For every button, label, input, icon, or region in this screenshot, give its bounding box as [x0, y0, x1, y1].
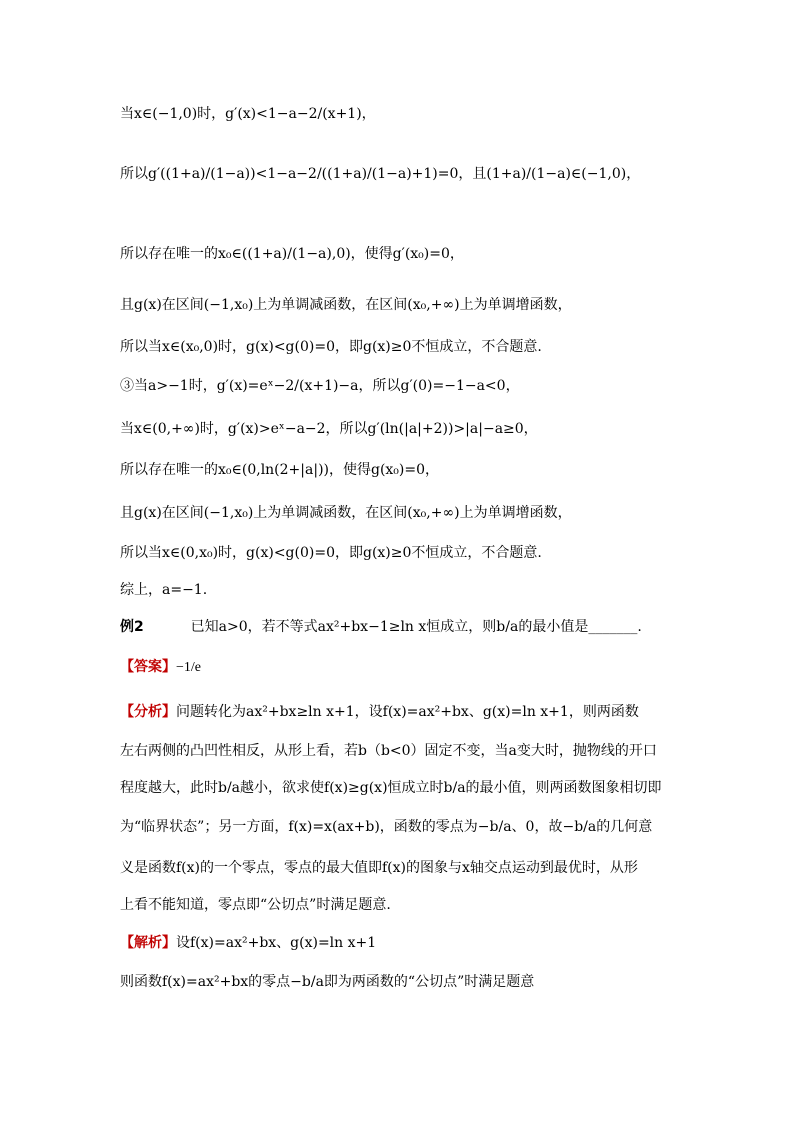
proof-line: 当x∈(0,+∞)时，g′(x)>eˣ−a−2，所以g′(ln(|a|+2))>|a|−a≥0， — [120, 421, 538, 437]
conclusion-line: 综上，a=−1. — [120, 582, 208, 598]
proof-line: 所以当x∈(x₀,0)时，g(x)<g(0)=0，即g(x)≥0不恒成立，不合题意. — [120, 339, 542, 355]
proof-line: 所以存在唯一的x₀∈(0,ln(2+|a|))，使得g(x₀)=0， — [120, 462, 440, 478]
analysis-text: 问题转化为ax²+bx≥ln x+1，设f(x)=ax²+bx、g(x)=ln x+1，则两函数 — [176, 704, 639, 720]
analysis-line: 程度越大，此时b/a越小，欲求使f(x)≥g(x)恒成立时b/a的最小值，则两函数图象相切即 — [120, 780, 662, 796]
solution-label: 【解析】 — [120, 935, 176, 951]
proof-line: 所以g′((1+a)/(1−a))<1−a−2/((1+a)/(1−a)+1)=0，且(1+a)/(1−a)∈(−1,0)， — [120, 166, 641, 182]
analysis-label: 【分析】 — [120, 704, 176, 720]
analysis-line: 上看不能知道，零点即“公切点”时满足题意. — [120, 897, 391, 913]
analysis-line: 义是函数f(x)的一个零点，零点的最大值即f(x)的图象与x轴交点运动到最优时，从形 — [120, 860, 638, 876]
example-text: 已知a>0，若不等式ax²+bx−1≥ln x恒成立，则b/a的最小值是_______. — [190, 619, 642, 635]
solution-line — [120, 933, 376, 953]
analysis-line — [120, 702, 639, 722]
answer-label: 【答案】 — [120, 659, 176, 675]
proof-line: 所以当x∈(0,x₀)时，g(x)<g(0)=0，即g(x)≥0不恒成立，不合题意. — [120, 545, 542, 561]
proof-line: 且g(x)在区间(−1,x₀)上为单调减函数，在区间(x₀,+∞)上为单调增函数， — [120, 297, 572, 313]
solution-text: 设f(x)=ax²+bx、g(x)=ln x+1 — [176, 935, 377, 951]
proof-line: 且g(x)在区间(−1,x₀)上为单调减函数，在区间(x₀,+∞)上为单调增函数， — [120, 505, 572, 521]
answer-value: −1/e — [176, 660, 201, 675]
answer-line — [120, 657, 201, 678]
proof-line: 当x∈(−1,0)时，g′(x)<1−a−2/(x+1)， — [120, 106, 376, 122]
proof-line: 所以存在唯一的x₀∈((1+a)/(1−a),0)，使得g′(x₀)=0， — [120, 246, 464, 262]
proof-line: ③当a>−1时，g′(x)=eˣ−2/(x+1)−a，所以g′(0)=−1−a<0， — [120, 378, 520, 394]
analysis-line: 为“临界状态”；另一方面，f(x)=x(ax+b)，函数的零点为−b/a、0，故−b/a的几何意 — [120, 819, 653, 835]
solution-line: 则函数f(x)=ax²+bx的零点−b/a即为两函数的“公切点”时满足题意 — [120, 974, 535, 990]
example-label: 例2 — [120, 619, 144, 635]
example-line — [120, 617, 642, 637]
analysis-line: 左右两侧的凸凹性相反，从形上看，若b（b<0）固定不变，当a变大时，抛物线的开口 — [120, 743, 657, 759]
